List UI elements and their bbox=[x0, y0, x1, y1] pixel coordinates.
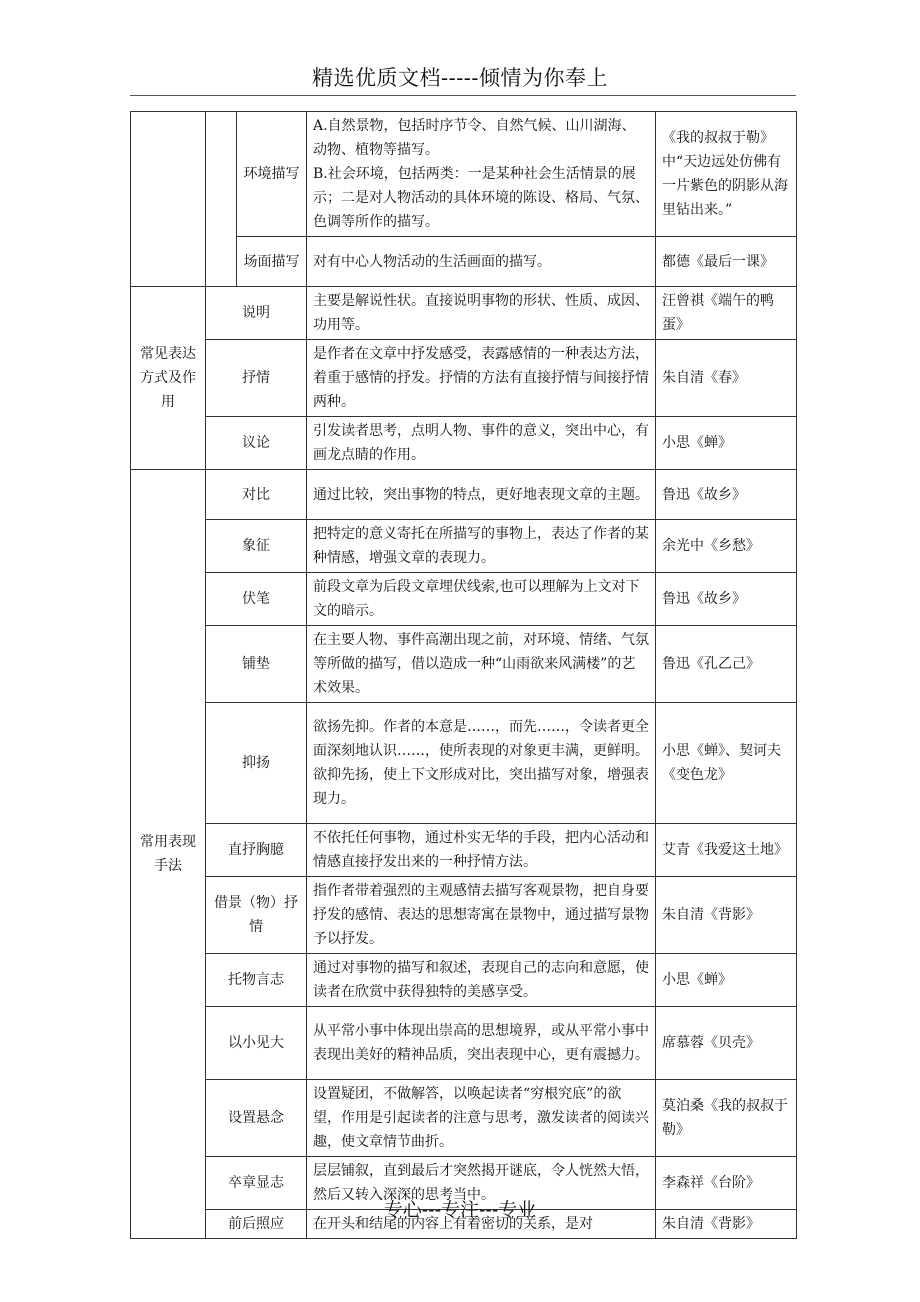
item-cell: 场面描写 bbox=[237, 237, 307, 287]
description-cell: 从平常小事中体现出崇高的思想境界，或从平常小事中表现出美好的精神品质，突出表现中心，更有震撼力。 bbox=[307, 1007, 656, 1080]
category-cell: 常见表达方式及作用 bbox=[131, 287, 206, 470]
description-line: B.社会环境，包括两类：一是某种社会生活情景的展示；二是对人物活动的具体环境的陈设、格局、气氛、色调等所作的描写。 bbox=[313, 166, 649, 230]
category-cell: 常用表现手法 bbox=[131, 470, 206, 1239]
category-cell-empty bbox=[131, 112, 206, 287]
item-cell: 托物言志 bbox=[206, 954, 307, 1007]
item-cell: 说明 bbox=[206, 287, 307, 340]
example-cell: 都德《最后一课》 bbox=[656, 237, 797, 287]
description-cell: 把特定的意义寄托在所描写的事物上，表达了作者的某种情感，增强文章的表现力。 bbox=[307, 520, 656, 573]
table-row bbox=[131, 1007, 797, 1080]
description-cell: 是作者在文章中抒发感受，表露感情的一种表达方法，着重于感情的抒发。抒情的方法有直接抒情与间接抒情两种。 bbox=[307, 340, 656, 417]
example-cell: 艾青《我爱这土地》 bbox=[656, 824, 797, 877]
description-cell: 前段文章为后段文章埋伏线索,也可以理解为上文对下文的暗示。 bbox=[307, 573, 656, 626]
table-row bbox=[131, 824, 797, 877]
item-cell: 对比 bbox=[206, 470, 307, 520]
description-cell: 指作者带着强烈的主观感情去描写客观景物，把自身要抒发的感情、表达的思想寄寓在景物中，通过描写景物予以抒发。 bbox=[307, 877, 656, 954]
item-cell: 卒章显志 bbox=[206, 1157, 307, 1210]
example-cell: 小思《蝉》 bbox=[656, 417, 797, 470]
item-cell: 抑扬 bbox=[206, 703, 307, 824]
table-row bbox=[131, 626, 797, 703]
example-cell: 鲁迅《孔乙己》 bbox=[656, 626, 797, 703]
description-cell: 通过对事物的描写和叙述，表现自己的志向和意愿，使读者在欣赏中获得独特的美感享受。 bbox=[307, 954, 656, 1007]
table-row bbox=[131, 470, 797, 520]
description-line: 欲抑先扬，使上下文形成对比，突出描写对象，增强表现力。 bbox=[313, 767, 649, 807]
example-cell: 鲁迅《故乡》 bbox=[656, 470, 797, 520]
description-cell: 不依托任何事物，通过朴实无华的手段，把内心活动和情感直接抒发出来的一种抒情方法。 bbox=[307, 824, 656, 877]
description-cell: 在开头和结尾的内容上有着密切的关系，是对 bbox=[307, 1210, 656, 1239]
example-cell: 朱自清《背影》 bbox=[656, 877, 797, 954]
description-cell: 在主要人物、事件高潮出现之前，对环境、情绪、气氛等所做的描写，借以造成一种“山雨欲来风满楼”的艺术效果。 bbox=[307, 626, 656, 703]
item-cell: 抒情 bbox=[206, 340, 307, 417]
example-cell: 席慕蓉《贝壳》 bbox=[656, 1007, 797, 1080]
example-cell: 余光中《乡愁》 bbox=[656, 520, 797, 573]
table-row bbox=[131, 520, 797, 573]
page-header: 精选优质文档-----倾情为你奉上 bbox=[312, 66, 608, 90]
item-cell: 环境描写 bbox=[237, 112, 307, 237]
example-cell: 李森祥《台阶》 bbox=[656, 1157, 797, 1210]
description-cell: 引发读者思考，点明人物、事件的意义，突出中心，有画龙点睛的作用。 bbox=[307, 417, 656, 470]
example-cell: 小思《蝉》 bbox=[656, 954, 797, 1007]
example-cell: 朱自清《背影》 bbox=[656, 1210, 797, 1239]
item-cell: 借景（物）抒情 bbox=[206, 877, 307, 954]
item-cell: 铺垫 bbox=[206, 626, 307, 703]
description-line: A.自然景物，包括时序节令、自然气候、山川湖海、动物、植物等描写。 bbox=[313, 118, 636, 158]
item-cell: 伏笔 bbox=[206, 573, 307, 626]
item-cell: 议论 bbox=[206, 417, 307, 470]
description-cell: 通过比较，突出事物的特点，更好地表现文章的主题。 bbox=[307, 470, 656, 520]
header-divider bbox=[130, 95, 796, 96]
example-cell: 莫泊桑《我的叔叔于勒》 bbox=[656, 1080, 797, 1157]
table-row bbox=[131, 573, 797, 626]
description-cell bbox=[307, 112, 656, 237]
description-line: 欲扬先抑。作者的本意是……，而先……，令读者更全面深刻地认识……，使所表现的对象更丰满，更鲜明。 bbox=[313, 719, 649, 759]
item-cell: 直抒胸臆 bbox=[206, 824, 307, 877]
example-cell: 鲁迅《故乡》 bbox=[656, 573, 797, 626]
table-row bbox=[131, 112, 797, 237]
example-cell: 《我的叔叔于勒》中“天边远处仿佛有一片紫色的阴影从海里钻出来。” bbox=[656, 112, 797, 237]
description-cell bbox=[307, 703, 656, 824]
item-cell: 以小见大 bbox=[206, 1007, 307, 1080]
table-row bbox=[131, 954, 797, 1007]
table-row bbox=[131, 287, 797, 340]
table-row bbox=[131, 1080, 797, 1157]
page-footer: 专心---专注---专业 bbox=[383, 1199, 537, 1221]
example-cell: 汪曾祺《端午的鸭蛋》 bbox=[656, 287, 797, 340]
table-row bbox=[131, 417, 797, 470]
description-cell: 主要是解说性状。直接说明事物的形状、性质、成因、功用等。 bbox=[307, 287, 656, 340]
item-cell: 象征 bbox=[206, 520, 307, 573]
example-cell: 朱自清《春》 bbox=[656, 340, 797, 417]
table-row bbox=[131, 877, 797, 954]
description-cell: 层层铺叙，直到最后才突然揭开谜底，令人恍然大悟，然后又转入深深的思考当中。 bbox=[307, 1157, 656, 1210]
subcategory-cell-empty bbox=[206, 112, 237, 287]
description-cell: 设置疑团，不做解答，以唤起读者“穷根究底”的欲望，作用是引起读者的注意与思考，激发读者的阅读兴趣，使文章情节曲折。 bbox=[307, 1080, 656, 1157]
description-cell: 对有中心人物活动的生活画面的描写。 bbox=[307, 237, 656, 287]
item-cell: 前后照应 bbox=[206, 1210, 307, 1239]
table-row bbox=[131, 703, 797, 824]
table-row bbox=[131, 340, 797, 417]
item-cell: 设置悬念 bbox=[206, 1080, 307, 1157]
rhetoric-table bbox=[130, 111, 797, 1239]
example-cell: 小思《蝉》、契诃夫《变色龙》 bbox=[656, 703, 797, 824]
